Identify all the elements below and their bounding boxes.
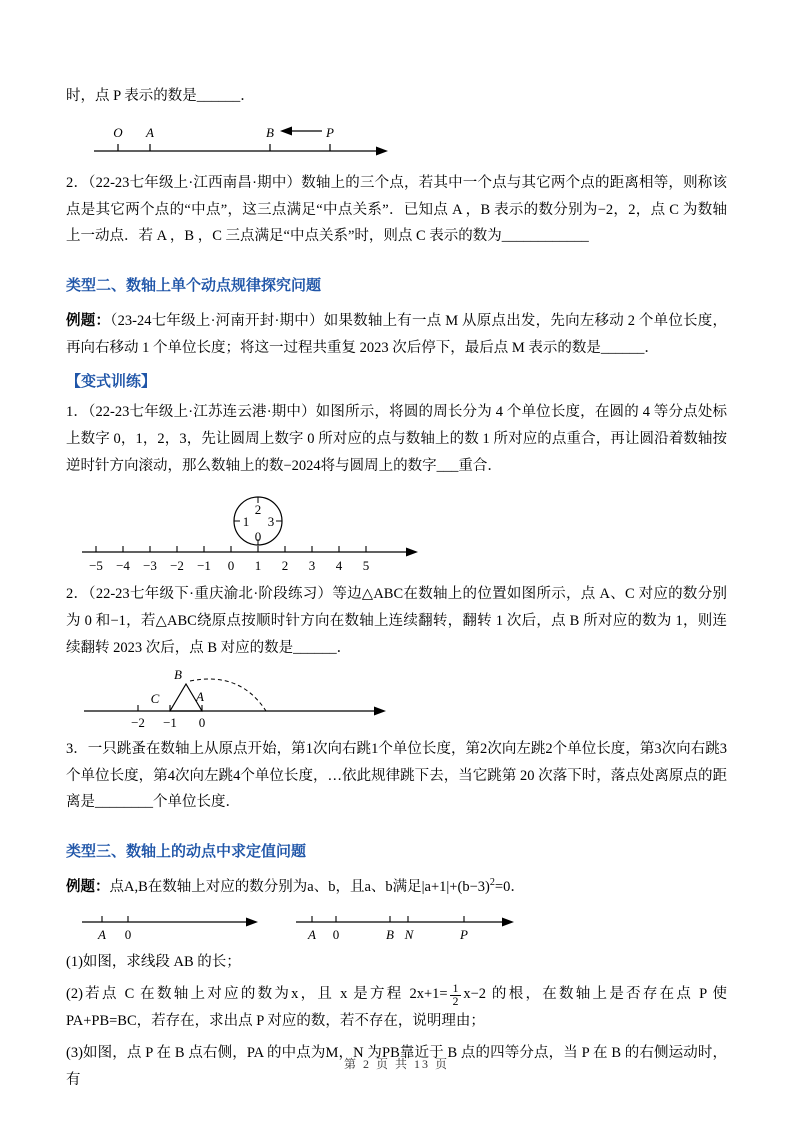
- numberline-oabp-diagram: [78, 115, 408, 165]
- part2-pre: (2)若点 C 在数轴上对应的数为x，且 x 是方程 2x+1=: [66, 985, 448, 1002]
- right-arrowhead-icon: [246, 918, 258, 927]
- fraction-denominator: 2: [452, 994, 459, 1008]
- tick-label: −2: [131, 714, 145, 730]
- practice-q1-text: 1．（22-23七年级上·江苏连云港·期中）如图所示，将圆的周长分为 4 个单位长度，在圆的 4 等分点处标上数字 0，1，2，3，先让圆周上数字 0 所对应的点与数轴上的数 1 所对应的点重合，再让圆沿着数轴按逆时针方向滚动，那么数轴上的数−2024将与圆周上的数字___重合．: [66, 403, 727, 474]
- tick-label: 2: [281, 558, 289, 574]
- label-zero-left: 0: [124, 927, 132, 942]
- tick-label: −2: [170, 558, 184, 574]
- tick-label: 5: [362, 558, 370, 574]
- example-text: 点A,B在数轴上对应的数分别为a、b，且a、b满足: [109, 879, 422, 896]
- type2-example: [66, 308, 727, 362]
- formula-exponent: 2: [489, 877, 495, 889]
- tick-label: 1: [254, 558, 262, 574]
- practice-heading: 【变式训练】: [66, 373, 157, 390]
- label-a: A: [146, 124, 154, 140]
- part2-text: [66, 981, 727, 1035]
- tick-label: −5: [89, 558, 103, 574]
- practice-q3-text: 3．一只跳蚤在数轴上从原点开始，第1次向右跳1个单位长度，第2次向左跳2个单位长度，第3次向右跳3个单位长度，第4次向左跳4个单位长度，…依此规律跳下去，当它跳第 20 次落下时，落点处离原点的距离是________个单位长度．: [66, 740, 727, 811]
- label-a: A: [196, 688, 204, 704]
- label-p: P: [326, 124, 334, 140]
- question2-text: 2．（22-23七年级上·江西南昌·期中）数轴上的三个点，若其中一个点与其它两个点的距离相等，则称该点是其它两个点的“中点”，这三点满足“中点关系”．已知点 A ，B 表示的数分别为−2，2，点 C 为数轴上一动点．若 A ，B ，C 三点满足“中点关系”时，则点 C 表示的数为____________: [66, 174, 727, 245]
- tick-label: 3: [308, 558, 316, 574]
- question1-tail: 时，点 P 表示的数是______．: [66, 88, 255, 104]
- tick-label: −1: [197, 558, 211, 574]
- tick-label: 0: [227, 558, 235, 574]
- part2-post: x−2 的根，在数轴上是否存在点 P 使 PA+PB=BC，若存在，求出点 P 对应的数，若不存在，说明理由；: [66, 985, 728, 1029]
- two-numberlines-diagram: [78, 906, 528, 944]
- type3-heading: 类型三、数轴上的动点中求定值问题: [66, 844, 307, 861]
- right-arrowhead-icon: [406, 548, 418, 557]
- tick-label: −1: [163, 714, 177, 730]
- right-arrowhead-icon: [376, 146, 388, 155]
- type3-example: [66, 874, 727, 901]
- practice-q2-text: 2．（22-23七年级下·重庆渝北·阶段练习）等边△ABC在数轴上的位置如图所示，点 A、C 对应的数分别为 0 和−1，若△ABC绕原点按顺时针方向在数轴上连续翻转，翻转 1 次后，点 B 所对应的数为 1，则连续翻转 2023 次后，点 B 对应的数是______．: [66, 586, 727, 656]
- circle-num-left: 1: [242, 514, 250, 530]
- example-label: 例题：: [66, 313, 111, 330]
- label-n: N: [404, 927, 414, 942]
- formula-abs: |a+1|+(b−3): [421, 879, 490, 896]
- label-o: O: [113, 124, 123, 140]
- example-label: 例题：: [66, 879, 110, 896]
- label-zero-right: 0: [332, 927, 340, 942]
- part3-text: (3)如图，点 P 在 B 点右侧，PA 的中点为M，N 为PB靠近于 B 点的四等分点，当 P 在 B 的右侧运动时，有: [66, 1044, 727, 1088]
- example-text: （23-24七年级上·河南开封·期中）如果数轴上有一点 M 从原点出发，先向左移动 2 个单位长度，再向右移动 1 个单位长度；将这一过程共重复 2023 次后停下，最后点 M 表示的数是______．: [66, 313, 727, 357]
- circle-numberline-diagram: [78, 484, 430, 576]
- circle-num-bottom: 0: [254, 529, 262, 545]
- right-arrowhead-icon: [374, 706, 386, 715]
- triangle-numberline-diagram: [78, 667, 418, 731]
- type2-heading: 类型二、数轴上单个动点规律探究问题: [66, 278, 322, 295]
- page-footer: 第 2 页 共 13 页: [343, 1057, 449, 1071]
- fraction-numerator: 1: [450, 983, 462, 996]
- label-c: C: [150, 690, 160, 706]
- tick-label: −3: [143, 558, 157, 574]
- fraction-one-half: [450, 983, 462, 1008]
- circle-num-right: 3: [267, 514, 275, 530]
- tick-label: 4: [335, 558, 343, 574]
- circle-num-top: 2: [254, 502, 262, 518]
- tick-label: −4: [116, 558, 130, 574]
- label-a-right: A: [308, 927, 316, 942]
- label-a-left: A: [98, 927, 106, 942]
- label-b: B: [386, 927, 394, 942]
- label-p: P: [460, 927, 468, 942]
- part1-text: (1)如图，求线段 AB 的长；: [66, 954, 241, 970]
- left-arrowhead-icon: [280, 126, 292, 135]
- right-arrowhead-icon: [502, 918, 514, 927]
- formula-tail: =0．: [494, 879, 525, 896]
- tick-label: 0: [198, 714, 206, 730]
- label-b: B: [174, 666, 182, 682]
- label-b: B: [266, 124, 274, 140]
